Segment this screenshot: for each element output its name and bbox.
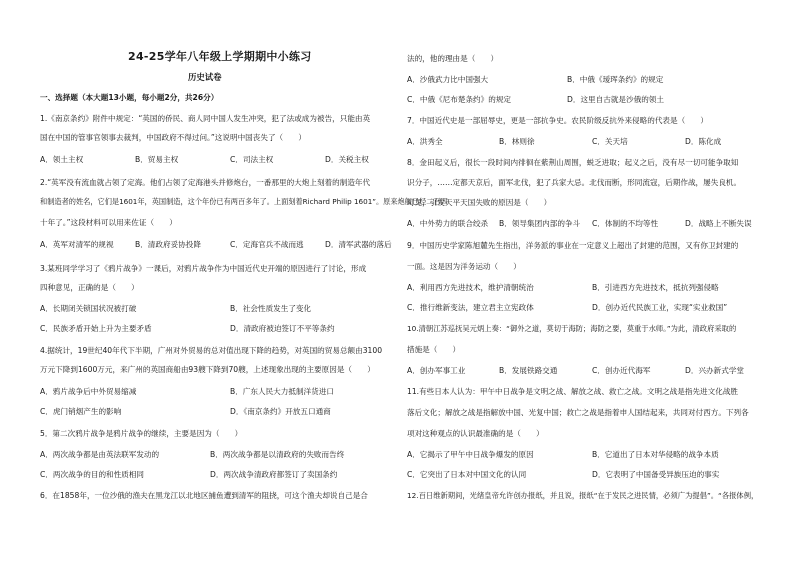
q3-line-2: 四种意见，正确的是（ ） [40, 283, 139, 292]
q1-option-b[interactable]: B．贸易主权 [135, 155, 179, 164]
q8-option-a[interactable]: A．中外势力的联合绞杀 [407, 219, 489, 228]
q4-line-1: 4.据统计，19世纪40年代下半期，广州对外贸易的总对值出现下降的趋势，对英国的贸易总额由3100 [40, 346, 383, 355]
q8-line-3: 可见，引发天平天国失败的原因是（ ） [407, 198, 552, 207]
q3-option-c[interactable]: C．民族矛盾开始上升为主要矛盾 [40, 324, 152, 333]
q9-option-b[interactable]: B．引进西方先进技术，抵抗列强侵略 [592, 283, 719, 292]
q2-line-2: 和制造者的姓名，它们是1601年，英国制造，这个年份已有两百多年了。上面刻着Richard Philip 1601”。原来炮舰已经二百四 [40, 197, 448, 206]
q10-line-1: 10.清朝江苏巡抚吴元炳上奏：“御外之道，莫切于海防；海防之要，莫重于水师。”为此，清政府采取的 [407, 324, 737, 333]
q11-line-3: 项对这种观点的认识最准确的是（ ） [407, 429, 544, 438]
q11-line-1: 11.有些日本人认为：甲午中日战争是文明之战、解放之战、救亡之战。文明之战是指先进文化战胜 [407, 387, 739, 396]
q9-line-2: 一面。这是因为洋务运动（ ） [407, 262, 521, 271]
q4-option-a[interactable]: A．鸦片战争后中外贸易缩减 [40, 387, 137, 396]
q5-option-d[interactable]: D．两次战争清政府都签订了卖国条约 [210, 470, 338, 479]
q4-option-c[interactable]: C．虎门销烟产生的影响 [40, 407, 122, 416]
q7-line-1: 7．中国近代史是一部屈辱史，更是一部抗争史。农民阶级反抗外来侵略的代表是（ ） [407, 116, 708, 125]
q5-option-b[interactable]: B．两次战争都是以清政府的失败而告终 [210, 450, 345, 459]
q3-line-1: 3.某班同学学习了《鸦片战争》一课后，对鸦片战争作为中国近代史开端的原因进行了讨论，形成 [40, 264, 367, 273]
q6-option-c[interactable]: C．中俄《尼布楚条约》的规定 [407, 95, 512, 104]
q10-option-c[interactable]: C．创办近代海军 [592, 366, 651, 375]
q10-option-d[interactable]: D．兴办新式学堂 [685, 366, 745, 375]
q6-line-1: 6．在1858年，一位沙俄的渔夫在黑龙江以北地区捕鱼遭到清军的阻挠，可这个渔夫却说自己是合 [40, 491, 368, 500]
q8-option-c[interactable]: C．体制的不均等性 [592, 219, 659, 228]
q10-line-2: 措施是（ ） [407, 345, 461, 354]
q2-line-1: 2.“英军没有流血就占领了定海。他们占领了定海港头并修炮台，一番那里的大炮上刻着的制造年代 [40, 178, 371, 187]
q6-option-a[interactable]: A．沙俄武力比中国强大 [407, 75, 489, 84]
q7-option-d[interactable]: D．陈化成 [685, 137, 722, 146]
q11-option-a[interactable]: A．它揭示了甲午中日战争爆发的原因 [407, 450, 534, 459]
q4-option-d[interactable]: D．《南京条约》开放五口通商 [230, 407, 331, 416]
q11-option-c[interactable]: C．它突出了日本对中国文化的认同 [407, 470, 527, 479]
q8-line-1: 8．金田起义后，很长一段时间内徘徊在紫荆山周围，蜕乏进取；起义之后，没有尽一切可能争取知 [407, 158, 739, 167]
q5-line-1: 5．第二次鸦片战争是鸦片战争的继续，主要是因为（ ） [40, 429, 243, 438]
q6-line-2: 法的，他的理由是（ ） [407, 54, 499, 63]
q2-option-c[interactable]: C．定海官兵不战而逃 [230, 240, 304, 249]
q1-line-1: 1.《南京条约》附件中规定：“英国的侨民、商人同中国人发生冲突，犯了法或成为被告，只能由英 [40, 114, 371, 123]
q5-option-c[interactable]: C．两次战争的目的和性质相同 [40, 470, 145, 479]
q5-option-a[interactable]: A．两次战争都是由英法联军发动的 [40, 450, 160, 459]
exam-title: 24-25学年八年级上学期期中小练习 [128, 50, 312, 63]
q12-line-1: 12.百日维新期间，光绪皇帝允许创办报纸，并且说，报纸“在于发民之进民情，必须广为提倡”。“各报体例， [407, 491, 759, 500]
q1-line-2: 国在中国的管事官领事去裁判，中国政府不得过问。”这说明中国丧失了（ ） [40, 133, 306, 142]
q2-option-b[interactable]: B．清政府妥协投降 [135, 240, 201, 249]
q3-option-b[interactable]: B．社会性质发生了变化 [230, 304, 312, 313]
q6-option-b[interactable]: B．中俄《瑷珲条约》的规定 [567, 75, 664, 84]
q9-option-a[interactable]: A．利用西方先进技术，维护清朝统治 [407, 283, 534, 292]
q9-option-c[interactable]: C．推行维新变法，建立君主立宪政体 [407, 303, 534, 312]
q4-option-b[interactable]: B．广东人民大力抵制洋货进口 [230, 387, 334, 396]
section-heading: 一、选择题（本大题13小题，每小题2分，共26分） [40, 93, 219, 102]
q7-option-b[interactable]: B．林则徐 [499, 137, 535, 146]
q8-option-b[interactable]: B．领导集团内部的争斗 [499, 219, 581, 228]
q8-option-d[interactable]: D．战略上不断失误 [685, 219, 752, 228]
q11-option-d[interactable]: D．它表明了中国备受异族压迫的事实 [592, 470, 720, 479]
q2-line-3: 十年了。”这段材料可以用来佐证（ ） [40, 218, 177, 227]
q7-option-c[interactable]: C．关天培 [592, 137, 628, 146]
q10-option-a[interactable]: A．创办军事工业 [407, 366, 466, 375]
q1-option-c[interactable]: C．司法主权 [230, 155, 274, 164]
q4-line-2: 万元下降到1600万元，来广州的英国商船由93艘下降到70艘，上述现象出现的主要原因是（ ） [40, 365, 375, 374]
q9-option-d[interactable]: D．创办近代民族工业，实现“实业救国” [592, 303, 728, 312]
q8-line-2: 识分子，……定都天京后，面军北伐，犯了兵家大忌。北伐而断，形同流寇，后期作战，屡失良机。 [407, 178, 742, 187]
q11-option-b[interactable]: B．它道出了日本对华侵略的战争本质 [592, 450, 719, 459]
q2-option-a[interactable]: A．英军对清军的规视 [40, 240, 114, 249]
q9-line-1: 9．中国历史学家陈旭麓先生指出，洋务派的事业在一定意义上超出了封建的范围，又有你卫封建的 [407, 241, 739, 250]
q3-option-d[interactable]: D．清政府被迫签订不平等条约 [230, 324, 335, 333]
exam-subtitle: 历史试卷 [188, 72, 222, 82]
q6-option-d[interactable]: D．这里自古就是沙俄的领土 [567, 95, 664, 104]
q1-option-a[interactable]: A．领土主权 [40, 155, 84, 164]
right-column [407, 0, 787, 562]
q2-option-d[interactable]: D．清军武器的落后 [325, 240, 392, 249]
q1-option-d[interactable]: D．关税主权 [325, 155, 369, 164]
q3-option-a[interactable]: A．长期闭关锁国状况被打破 [40, 304, 137, 313]
q7-option-a[interactable]: A．洪秀全 [407, 137, 443, 146]
q10-option-b[interactable]: B．发展铁路交通 [499, 366, 558, 375]
q11-line-2: 落后文化；解放之战是指解放中国、光复中国；救亡之战是指着申人国结起来，共同对付西方。下列各 [407, 408, 749, 417]
